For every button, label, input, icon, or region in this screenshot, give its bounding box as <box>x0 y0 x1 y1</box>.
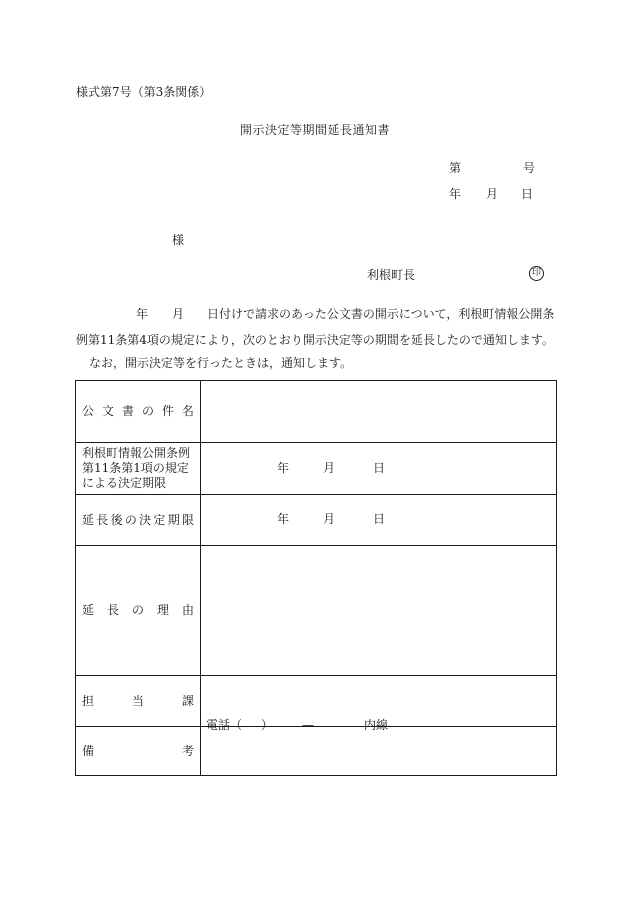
table-row <box>76 495 557 546</box>
label-char: 備 <box>82 743 95 758</box>
label-char: 課 <box>181 693 194 708</box>
extended-day: 日 <box>373 512 386 526</box>
section-field[interactable] <box>201 676 557 732</box>
doc-date-month: 月 <box>486 187 499 201</box>
remarks-field[interactable] <box>201 727 557 776</box>
seal-mark-icon: 印 <box>529 266 544 281</box>
label-char: 限 <box>181 512 194 527</box>
phone-dash: — <box>302 718 314 732</box>
body-line-1: 日付けで請求のあった公文書の開示について，利根町情報公開条 <box>207 307 555 321</box>
reason-field[interactable] <box>201 546 557 676</box>
deadline-year: 年 <box>277 460 290 475</box>
extended-year: 年 <box>277 512 290 526</box>
table-row <box>76 381 557 443</box>
spread-label <box>82 603 194 618</box>
table-row <box>76 727 557 776</box>
remarks-label <box>76 727 201 776</box>
spread-label <box>82 513 194 528</box>
doc-number-suffix: 号 <box>523 161 536 175</box>
label-char: 書 <box>121 404 134 418</box>
body-line-2: 例第11条第4項の規定により，次のとおり開示決定等の期間を延長したので通知します。 <box>76 333 554 347</box>
label-char: 長 <box>106 603 119 617</box>
phone-open: 電話（ <box>206 718 243 732</box>
label-char: 後 <box>110 512 123 527</box>
label-char: の <box>131 603 144 617</box>
notice-table <box>75 380 557 776</box>
section-label <box>76 676 201 727</box>
spread-label <box>82 744 194 759</box>
label-char: 定 <box>153 512 166 527</box>
doc-date-year: 年 <box>449 187 462 201</box>
deadline-day: 日 <box>373 460 386 475</box>
doc-name-label <box>76 381 201 443</box>
extended-month: 月 <box>323 512 336 526</box>
label-char: 考 <box>181 743 194 758</box>
label-char: 延 <box>82 603 95 617</box>
label-char: 延 <box>82 512 95 527</box>
sender-name: 利根町長 <box>367 268 416 282</box>
label-char: 理 <box>156 603 169 617</box>
label-char: の <box>141 404 154 418</box>
reason-label <box>76 546 201 676</box>
body-month: 月 <box>172 307 185 321</box>
label-char: 名 <box>181 404 194 418</box>
spread-label <box>82 694 194 709</box>
label-char: 担 <box>82 693 95 708</box>
table-row <box>76 676 557 727</box>
deadline-label: 利根町情報公開条例第11条第1項の規定による決定期限 <box>76 443 201 495</box>
spread-label <box>82 404 194 419</box>
doc-name-field[interactable] <box>201 381 557 443</box>
label-char: の <box>124 512 137 527</box>
label-char: 当 <box>131 693 144 708</box>
addressee-suffix: 様 <box>172 233 185 247</box>
label-char: 件 <box>161 404 174 418</box>
body-paragraph-2: なお，開示決定等を行ったときは，通知します。 <box>89 356 353 370</box>
doc-number-prefix: 第 <box>449 161 462 175</box>
phone-close: ） <box>261 718 274 732</box>
label-char: 公 <box>82 404 95 418</box>
body-year: 年 <box>136 307 149 321</box>
deadline-month: 月 <box>323 460 336 475</box>
form-number: 様式第7号（第3条関係） <box>76 85 212 99</box>
label-char: 決 <box>139 512 152 527</box>
extended-deadline-field[interactable] <box>201 495 557 546</box>
deadline-field[interactable] <box>201 443 557 495</box>
label-char: 期 <box>167 512 180 527</box>
document-title: 開示決定等期間延長通知書 <box>239 123 390 137</box>
extended-deadline-label <box>76 495 201 546</box>
label-char: 文 <box>101 404 114 418</box>
doc-date-day: 日 <box>521 187 534 201</box>
label-char: 長 <box>96 512 109 527</box>
table-row <box>76 546 557 676</box>
table-row <box>76 443 557 495</box>
label-char: 由 <box>181 603 194 617</box>
phone-extension: 内線 <box>364 718 389 732</box>
